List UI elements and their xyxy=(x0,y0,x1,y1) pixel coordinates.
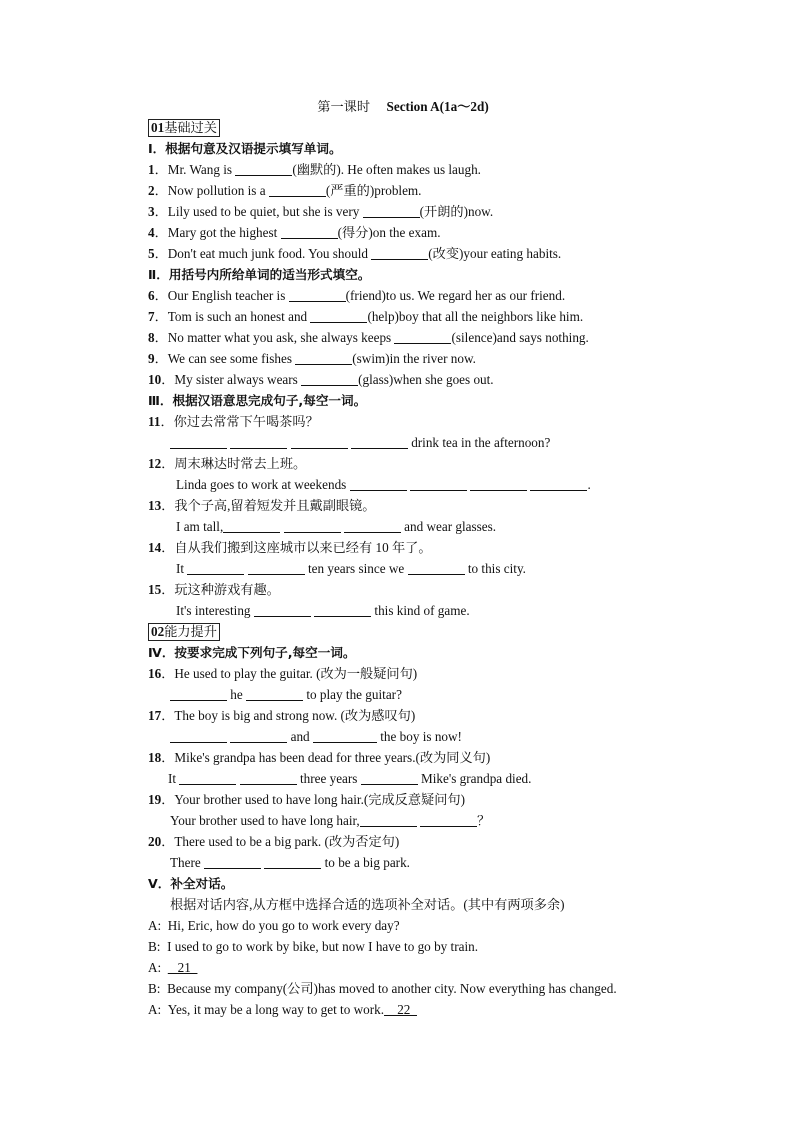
question-10: 10．My sister always wears (glass)when she goes out. xyxy=(148,372,494,387)
answer-blank[interactable] xyxy=(301,371,358,386)
answer-blank[interactable] xyxy=(530,476,587,491)
answer-blank[interactable] xyxy=(284,518,341,533)
section-1-heading: Ⅰ．根据句意及汉语提示填写单词。 xyxy=(148,141,342,156)
question-5: 5．Don't eat much junk food. You should (改变)your eating habits. xyxy=(148,246,562,261)
answer-blank[interactable] xyxy=(230,728,287,743)
question-11-answer: drink tea in the afternoon? xyxy=(148,432,668,453)
answer-blank[interactable] xyxy=(360,812,417,827)
answer-blank[interactable] xyxy=(371,245,428,260)
question-2: 2．Now pollution is a (严重的)problem. xyxy=(148,183,422,198)
answer-blank[interactable] xyxy=(254,602,311,617)
answer-blank[interactable] xyxy=(235,161,292,176)
answer-blank[interactable] xyxy=(394,329,451,344)
lesson-title xyxy=(138,96,668,117)
question-12-answer: Linda goes to work at weekends . xyxy=(176,477,591,492)
part-02-row xyxy=(148,621,668,642)
section-label: Section A(1a～2d) xyxy=(386,99,489,114)
answer-blank[interactable] xyxy=(289,287,346,302)
question-16-answer: he to play the guitar? xyxy=(148,684,668,705)
answer-blank[interactable] xyxy=(223,518,280,533)
section-5-instruction: 根据对话内容,从方框中选择合适的选项补全对话。(其中有两项多余) xyxy=(170,897,565,912)
question-18-answer: It three years Mike's grandpa died. xyxy=(168,771,532,786)
answer-blank[interactable] xyxy=(179,770,236,785)
part-01-row xyxy=(148,117,668,138)
dialogue-line: B: I used to go to work by bike, but now I have to go by train. xyxy=(148,939,479,954)
dialogue-line: A: 21 xyxy=(148,960,198,975)
answer-blank[interactable] xyxy=(269,182,326,197)
question-1: 1．Mr. Wang is (幽默的). He often makes us laugh. xyxy=(148,162,481,177)
dialogue-line: B: Because my company(公司)has moved to another city. Now everything has changed. xyxy=(148,981,617,996)
answer-blank[interactable] xyxy=(363,203,420,218)
answer-blank[interactable] xyxy=(350,476,407,491)
question-9: 9．We can see some fishes (swim)in the river now. xyxy=(148,351,476,366)
dialogue-blank-21[interactable]: 21 xyxy=(167,960,198,975)
answer-blank[interactable] xyxy=(420,812,477,827)
answer-blank[interactable] xyxy=(295,350,352,365)
part-02-box: 02能力提升 xyxy=(148,623,220,641)
answer-blank[interactable] xyxy=(408,560,465,575)
answer-blank[interactable] xyxy=(314,602,371,617)
question-15-answer: It's interesting this kind of game. xyxy=(176,603,470,618)
answer-blank[interactable] xyxy=(246,686,303,701)
dialogue-line: A: Hi, Eric, how do you go to work every day? xyxy=(148,918,400,933)
question-16: 16．He used to play the guitar. (改为一般疑问句) xyxy=(148,666,418,681)
answer-blank[interactable] xyxy=(170,434,227,449)
answer-blank[interactable] xyxy=(170,686,227,701)
question-17-answer: and the boy is now! xyxy=(148,726,668,747)
answer-blank[interactable] xyxy=(204,854,261,869)
dialogue-blank-22[interactable]: 22 xyxy=(384,1002,417,1017)
question-6: 6．Our English teacher is (friend)to us. We regard her as our friend. xyxy=(148,288,566,303)
question-8: 8．No matter what you ask, she always keeps (silence)and says nothing. xyxy=(148,330,589,345)
question-11: 11．你过去常常下午喝茶吗？ xyxy=(148,414,319,429)
question-19: 19．Your brother used to have long hair.(完成反意疑问句) xyxy=(148,792,465,807)
question-3: 3．Lily used to be quiet, but she is very (开朗的)now. xyxy=(148,204,494,219)
answer-blank[interactable] xyxy=(310,308,367,323)
dialogue-line: A: Yes, it may be a long way to get to work. 22 xyxy=(148,1002,417,1017)
question-7: 7．Tom is such an honest and (help)boy that all the neighbors like him. xyxy=(148,309,584,324)
question-20-answer: There to be a big park. xyxy=(170,855,410,870)
part-01-box: 01基础过关 xyxy=(148,119,220,137)
section-2-heading: Ⅱ．用括号内所给单词的适当形式填空。 xyxy=(148,267,371,282)
question-14: 14．自从我们搬到这座城市以来已经有 10 年了。 xyxy=(148,540,432,555)
question-20: 20．There used to be a big park. (改为否定句) xyxy=(148,834,400,849)
answer-blank[interactable] xyxy=(470,476,527,491)
question-17: 17．The boy is big and strong now. (改为感叹句) xyxy=(148,708,416,723)
answer-blank[interactable] xyxy=(361,770,418,785)
answer-blank[interactable] xyxy=(187,560,244,575)
answer-blank[interactable] xyxy=(291,434,348,449)
answer-blank[interactable] xyxy=(351,434,408,449)
question-14-answer: It ten years since we to this city. xyxy=(176,561,526,576)
answer-blank[interactable] xyxy=(240,770,297,785)
worksheet xyxy=(148,96,668,1020)
section-5-heading: Ⅴ．补全对话。 xyxy=(148,876,234,891)
section-3-heading: Ⅲ．根据汉语意思完成句子,每空一词。 xyxy=(148,393,367,408)
answer-blank[interactable] xyxy=(264,854,321,869)
answer-blank[interactable] xyxy=(313,728,377,743)
answer-blank[interactable] xyxy=(344,518,401,533)
section-4-heading: Ⅳ．按要求完成下列句子,每空一词。 xyxy=(148,645,356,660)
question-12: 12．周末琳达时常去上班。 xyxy=(148,456,307,471)
question-18: 18．Mike's grandpa has been dead for three years.(改为同义句) xyxy=(148,750,491,765)
question-19-answer: Your brother used to have long hair, ？ xyxy=(170,813,491,828)
answer-blank[interactable] xyxy=(170,728,227,743)
question-13: 13．我个子高,留着短发并且戴副眼镜。 xyxy=(148,498,376,513)
question-13-answer: I am tall, and wear glasses. xyxy=(176,519,497,534)
lesson-label: 第一课时 xyxy=(317,99,371,114)
answer-blank[interactable] xyxy=(248,560,305,575)
answer-blank[interactable] xyxy=(410,476,467,491)
answer-blank[interactable] xyxy=(281,224,338,239)
question-15: 15．玩这种游戏有趣。 xyxy=(148,582,280,597)
answer-blank[interactable] xyxy=(230,434,287,449)
question-4: 4．Mary got the highest (得分)on the exam. xyxy=(148,225,441,240)
